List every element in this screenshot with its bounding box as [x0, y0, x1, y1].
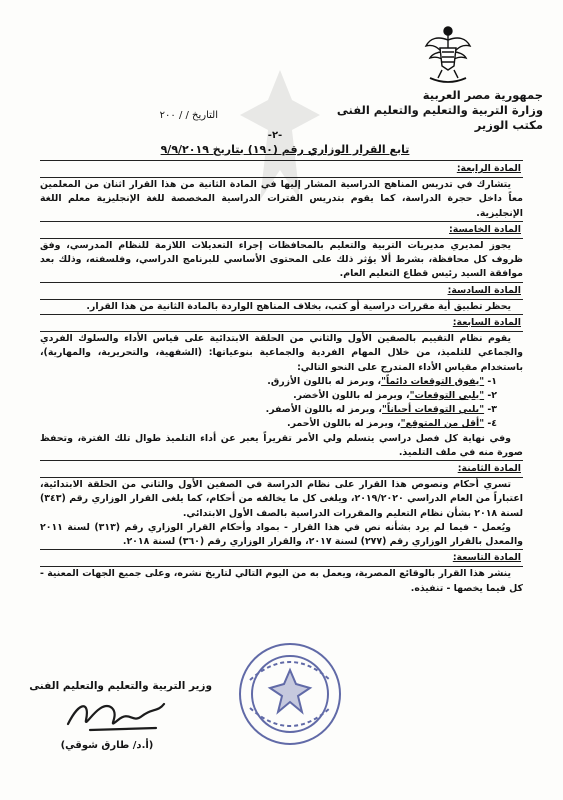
article-6-heading-box [40, 282, 523, 300]
article-9-text: ينشر هذا القرار بالوقائع المصرية، ويعمل به من اليوم التالي لتاريخ نشره، وعلى جميع الجهات المعنية - كل فيما يخصها - تنفيذه. [40, 568, 523, 594]
article-5-heading-box [40, 221, 523, 239]
ministry-header [336, 88, 543, 133]
article-5-title: المادة الخامسة: [449, 223, 521, 235]
article-4-text: يتشارك في تدريس المناهج الدراسية المشار إليها في المادة الثانية من هذا القرار اثنان من المعلمين معاً داخل حجرة الدراسة، كما يقوم بتدريس الفترات الدراسية المخصصة للغة الإنجليزية معلم اللغة الإنجليزية. [40, 179, 523, 219]
article-7-tail: وفي نهاية كل فصل دراسي يتسلم ولي الأمر تقريراً يعبر عن أداء التلميذ طوال تلك الفترة، وتحفظ صورة منه في ملف التلميذ. [40, 432, 523, 458]
article-6-title: المادة السادسة: [447, 284, 521, 296]
scale-item: ١- "يفوق التوقعات دائماً"، ويرمز له باللون الأزرق. [267, 375, 497, 387]
scale-item: ٣- "يلبي التوقعات أحياناً"، ويرمز له باللون الأصفر. [265, 404, 497, 416]
article-5-text: يجوز لمديري مديريات التربية والتعليم بالمحافظات إجراء التعديلات اللازمة للنظام المدرسي، وفق ظروف كل محافظة، بشرط ألا يؤثر ذلك على المحتوى الأساسي للبرنامج الدراسي، وفلسفته، وذلك بعد موافقة السيد رئيس قطاع التعليم العام. [40, 240, 523, 280]
ministry-line-office: مكتب الوزير [474, 118, 543, 132]
document-title: تابع القرار الوزاري رقم (١٩٠) بتاريخ ٩/٩/٢٠١٩ [160, 143, 410, 156]
minister-title: وزير التربية والتعليم والتعليم الفنى [29, 680, 212, 692]
article-7-text: يقوم نظام التقييم بالصفين الأول والثاني من الحلقة الابتدائية على قياس الأداء والسلوك الفردي والجماعي للتلميذ، من خلال المهام الفردية والجماعية بنوعياتها: (الشفهية، والتحريرية، والمهارية)، باستخدام مقياس الأداء المتدرج على النحو التالي: [40, 333, 523, 373]
ministry-line-ministry: وزارة التربية والتعليم والتعليم الفنى [336, 103, 543, 117]
minister-signature [60, 690, 170, 738]
scale-item: ٤- "أقل من المتوقع"، ويرمز له باللون الأحمر. [287, 418, 497, 430]
scale-item: ٢- "يلبي التوقعات"، ويرمز له باللون الأخضر. [293, 390, 497, 402]
eagle-emblem-icon [424, 22, 472, 86]
performance-scale-list [40, 375, 523, 432]
article-8-heading-box [40, 460, 523, 478]
article-7-title: المادة السابعة: [452, 317, 521, 329]
article-7-heading-box [40, 314, 523, 332]
article-4-heading-box [40, 160, 523, 178]
article-8-text-1: تسري أحكام ونصوص هذا القرار على نظام الدراسة في الصفين الأول والثاني من الحلقة الابتدائية، اعتباراً من العام الدراسي ٢٠١٩/٢٠٢٠، ويلغى كل ما يخالفه من أحكام، كما يلغى القرار الوزاري رقم (٣٤٣) لسنة ٢٠١٨ بشأن نظام التعليم والمقررات الدراسية بالصف الأول الابتدائي. [40, 479, 523, 519]
date-field: التاريخ / / ٢٠٠ [159, 110, 218, 121]
decree-body [40, 160, 523, 596]
article-9-title: المادة التاسعة: [452, 552, 521, 564]
article-4-title: المادة الرابعة: [456, 163, 521, 174]
article-9-heading-box [40, 549, 523, 567]
article-6-text: يحظر تطبيق أية مقررات دراسية أو كتب، بخلاف المناهج الواردة بالمادة الثانية من هذا القرار. [86, 300, 511, 312]
article-8-title: المادة الثامنة: [457, 463, 521, 475]
ministry-line-country: جمهورية مصر العربية [422, 88, 543, 102]
official-stamp-seal [236, 640, 344, 748]
page-number: -٢- [267, 130, 283, 141]
article-8-text-2: ويُعمل - فيما لم يرد بشأنه نص في هذا القرار - بمواد وأحكام القرار الوزاري رقم (٣١٣) لسنة ٢٠١١ والمعدل بالقرار الوزاري رقم (٢٧٧) لسنة ٢٠١٧، والقرار الوزاري رقم (٣٦٠) لسنة ٢٠١٨. [40, 521, 523, 548]
minister-name: (أ.د/ طارق شوقي) [60, 740, 154, 751]
